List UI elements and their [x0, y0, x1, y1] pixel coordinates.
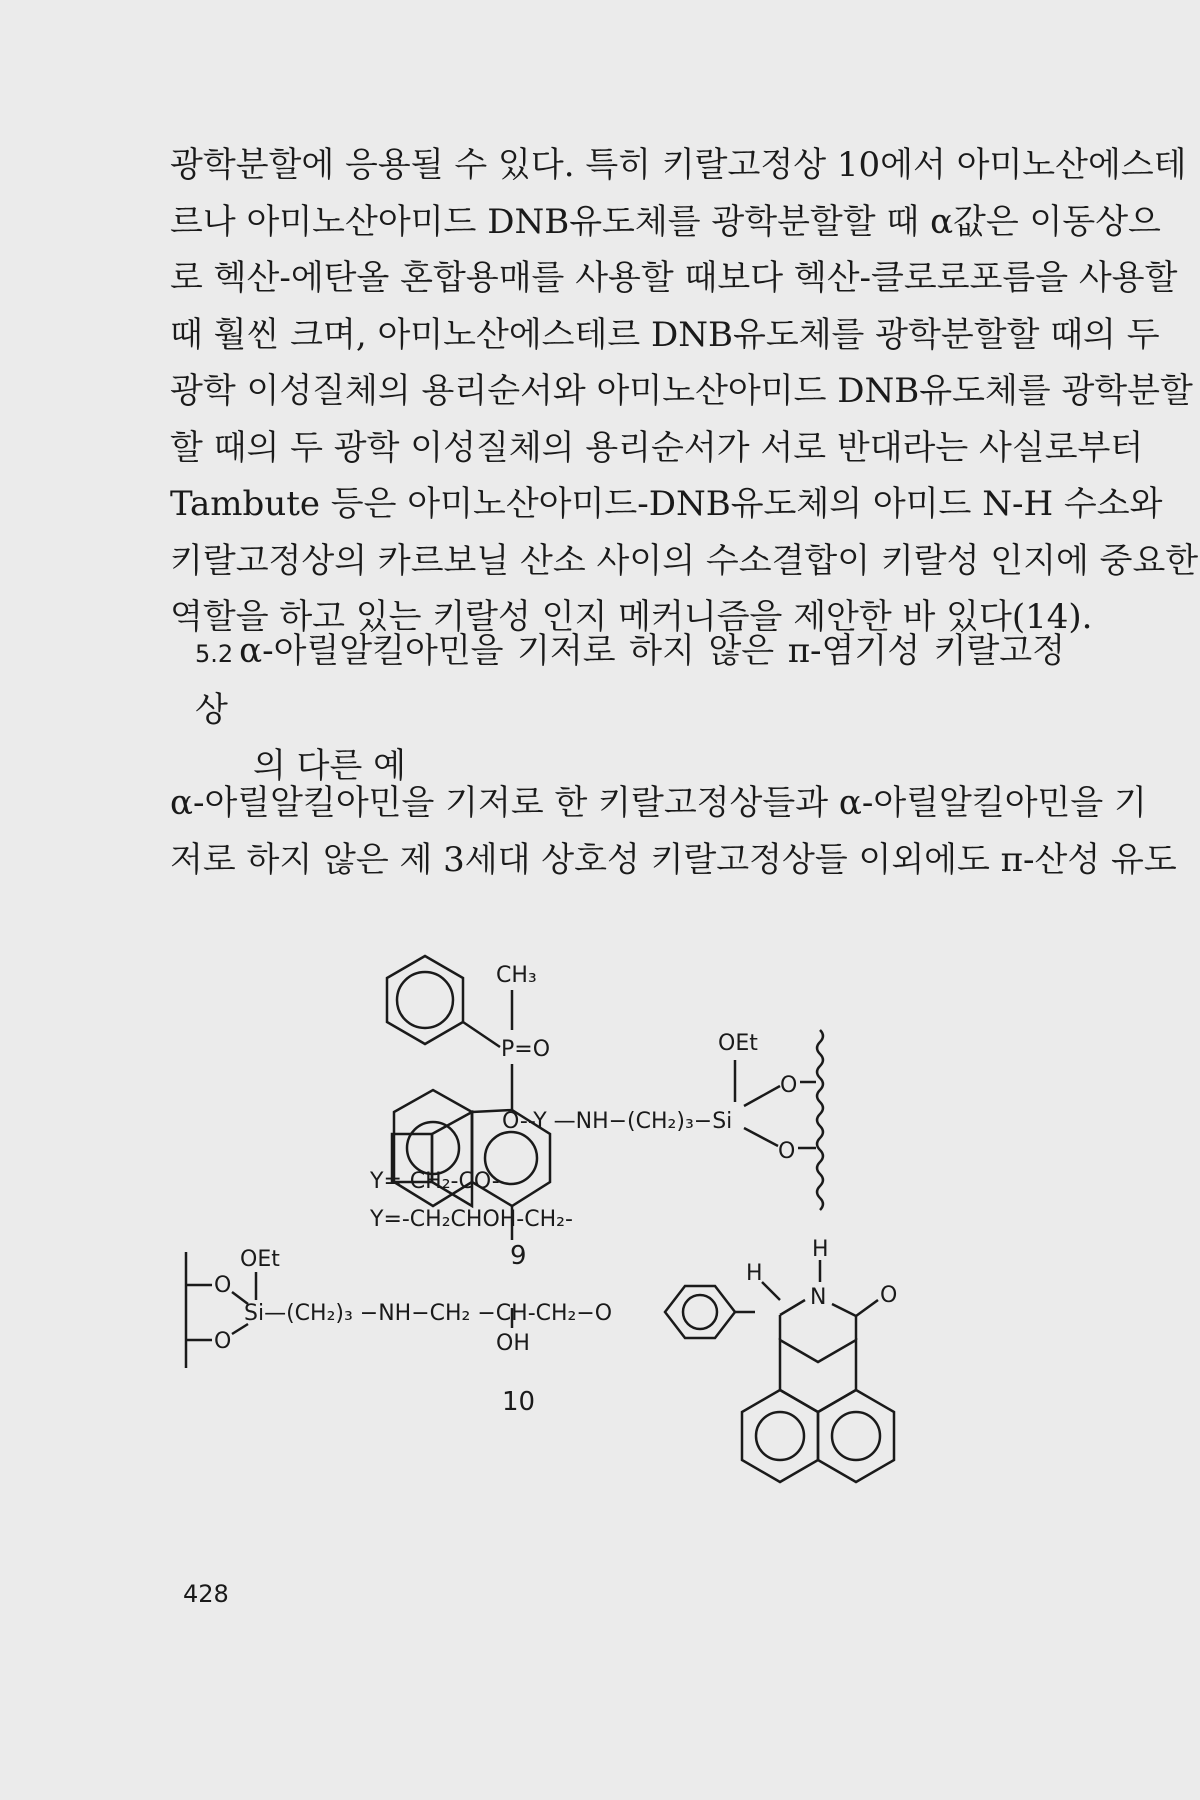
o-carbonyl-label: O: [880, 1283, 898, 1308]
ch3-label: CH₃: [496, 963, 537, 988]
h-ch-bond: [762, 1282, 780, 1300]
si-o-bottom-bond: [744, 1128, 778, 1146]
paragraph-1-line: Tambute 등은 아미노산아미드-DNB유도체의 아미드 N-H 수소와: [170, 484, 1163, 524]
paragraph-1-line: 르나 아미노산아미드 DNB유도체를 광학분할할 때 α값은 이동상으: [170, 201, 1161, 242]
oh-label: OH: [496, 1331, 530, 1356]
paragraph-1: [170, 137, 1199, 646]
paragraph-1-line: 키랄고정상의 카르보닐 산소 사이의 수소결합이 키랄성 인지에 중요한: [170, 540, 1199, 581]
paragraph-2-line: 저로 하지 않은 제 3세대 상호성 키랄고정상들 이외에도 π-산성 유도: [170, 839, 1177, 880]
silica-surface: [817, 1030, 823, 1210]
paragraph-1-line: 때 훨씬 크며, 아미노산에스테르 DNB유도체를 광학분할할 때의 두: [170, 314, 1160, 355]
paragraph-1-line: 역할을 하고 있는 키랄성 인지 메커니즘을 제안한 바 있다(14).: [170, 597, 1093, 637]
oet-label: OEt: [718, 1031, 758, 1056]
paragraph-1-line: 할 때의 두 광학 이성질체의 용리순서가 서로 반대라는 사실로부터: [170, 427, 1144, 468]
section-number: 5.2: [195, 640, 234, 668]
compound-10-label: 10: [502, 1387, 536, 1417]
c-o-double-bond: [856, 1300, 878, 1316]
h-left-label: H: [746, 1261, 763, 1286]
h-top-label: H: [812, 1237, 829, 1262]
si-o-top-bond: [744, 1086, 780, 1106]
ch-n-bond: [780, 1300, 805, 1315]
oet-label-2: OEt: [240, 1247, 280, 1272]
paragraph-1-line: 광학 이성질체의 용리순서와 아미노산아미드 DNB유도체를 광학분할: [170, 371, 1193, 411]
phenyl-ring: [387, 956, 463, 1044]
paragraph-1-line: 광학분할에 응용될 수 있다. 특히 키랄고정상 10에서 아미노산에스테: [170, 145, 1187, 185]
section-title-line-2: 의 다른 예: [253, 746, 406, 786]
compound-9-label: 9: [510, 1241, 527, 1271]
o-top-label-2: O: [214, 1273, 232, 1298]
phenyl-p-bond: [463, 1022, 500, 1047]
naphthalene-ring-2: [742, 1340, 894, 1482]
phenylene-ring: [665, 1286, 735, 1338]
paragraph-1-line: 로 헥산-에탄올 혼합용매를 사용할 때보다 헥산-클로로포름을 사용할: [170, 258, 1178, 298]
y-definition-2: Y=-CH₂CHOH-CH₂-: [370, 1207, 573, 1232]
section-heading: [195, 623, 1065, 794]
chemical-structures-figure: [180, 920, 1060, 1540]
paragraph-2-line: α-아릴알킬아민을 기저로 한 키랄고정상들과 α-아릴알킬아민을 기: [170, 783, 1147, 823]
chain-10-label: Si—(CH₂)₃ −NH−CH₂ −CH-CH₂−O: [244, 1301, 613, 1326]
n-label: N: [810, 1285, 827, 1310]
o-bottom-label: O: [778, 1139, 796, 1164]
po-label: P=O: [501, 1037, 551, 1062]
page-number: 428: [183, 1580, 229, 1608]
o-top-label: O: [780, 1073, 798, 1098]
n-co-bond: [832, 1304, 856, 1316]
o-bottom-label-2: O: [214, 1329, 232, 1354]
paragraph-2: [170, 775, 1177, 888]
y-definition-1: Y=-CH₂-CO-: [370, 1169, 500, 1194]
section-title-line-1: α-아릴알킬아민을 기저로 하지 않은 π-염기성 키랄고정상: [195, 631, 1065, 730]
chain-9-label: O--Y —NH−(CH₂)₃−Si: [502, 1109, 733, 1134]
